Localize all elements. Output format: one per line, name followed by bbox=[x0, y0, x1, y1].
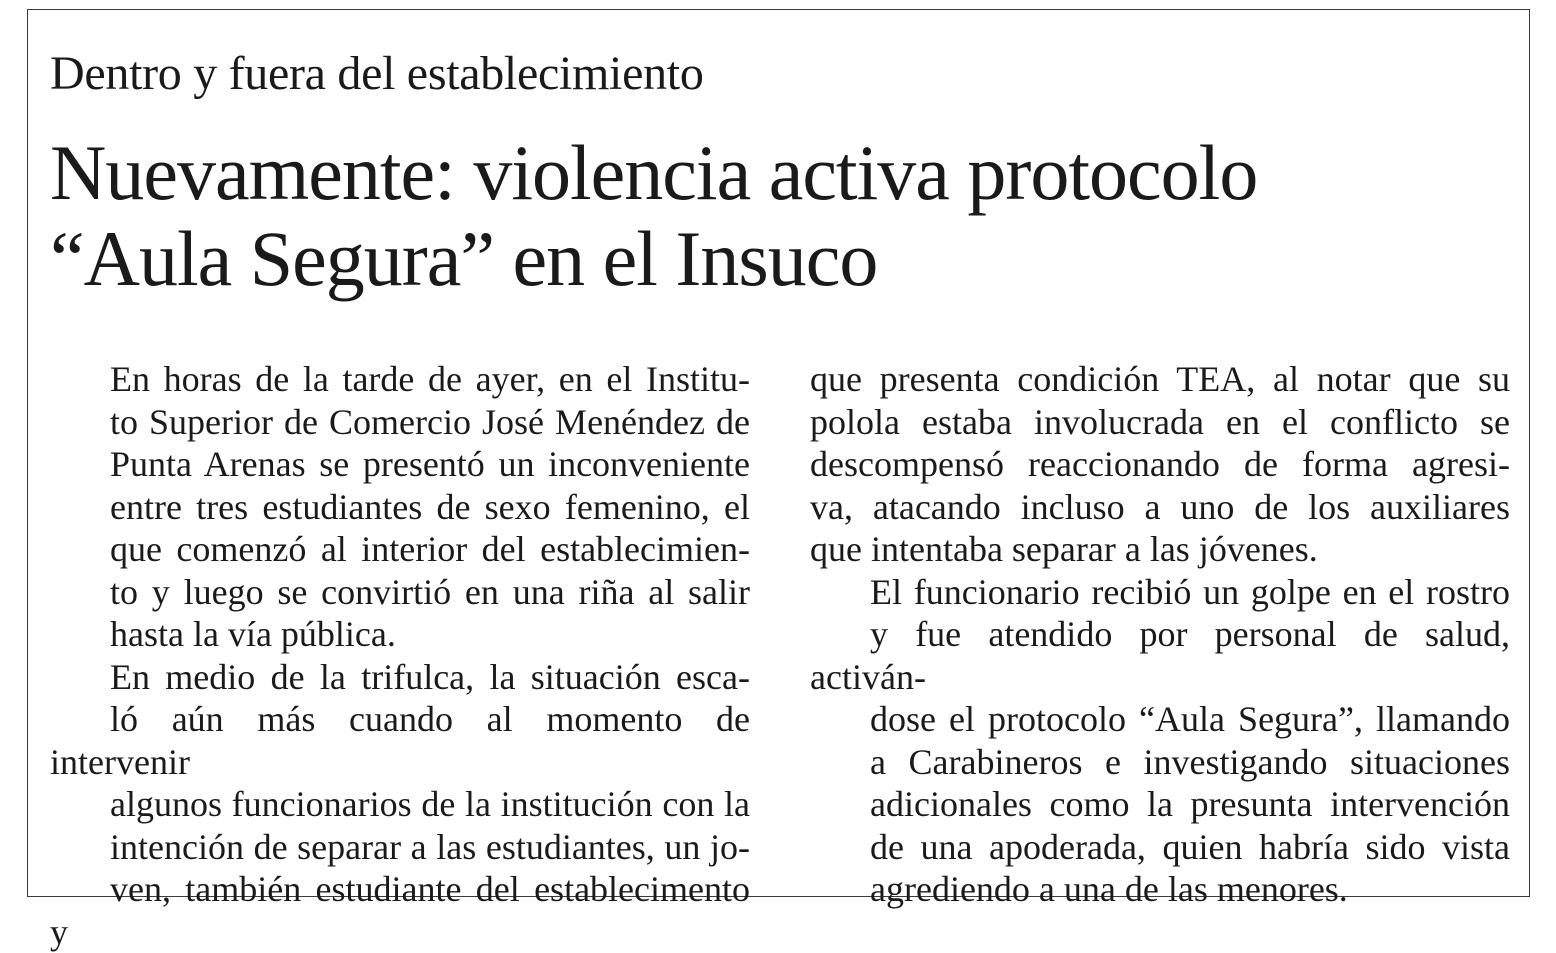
text-line: ven, también estudiante del establecimento y bbox=[50, 868, 750, 953]
text-line: a Carabineros e investigando situaciones bbox=[810, 741, 1510, 784]
paragraph-3 bbox=[810, 571, 1510, 911]
text-line: que intentaba separar a las jóvenes. bbox=[810, 528, 1510, 571]
text-line: y fue atendido por personal de salud, activán- bbox=[810, 613, 1510, 698]
article-headline bbox=[50, 130, 1510, 302]
text-line: El funcionario recibió un golpe en el rostro bbox=[810, 571, 1510, 614]
article-column-right bbox=[810, 358, 1510, 911]
text-line: algunos funcionarios de la institución con la bbox=[50, 783, 750, 826]
paragraph-2 bbox=[50, 656, 750, 953]
text-line: En horas de la tarde de ayer, en el Institu- bbox=[50, 358, 750, 401]
headline-line-1: Nuevamente: violencia activa protocolo bbox=[50, 130, 1510, 216]
text-line: agrediendo a una de las menores. bbox=[810, 868, 1510, 911]
text-line: que comenzó al interior del establecimien- bbox=[50, 528, 750, 571]
text-line: Punta Arenas se presentó un inconveniente bbox=[50, 443, 750, 486]
text-line: descompensó reaccionando de forma agresi- bbox=[810, 443, 1510, 486]
article-kicker: Dentro y fuera del establecimiento bbox=[50, 44, 704, 104]
text-line: adicionales como la presunta intervención bbox=[810, 783, 1510, 826]
paragraph-1 bbox=[50, 358, 750, 656]
text-line: to Superior de Comercio José Menéndez de bbox=[50, 401, 750, 444]
headline-line-2: “Aula Segura” en el Insuco bbox=[50, 216, 1510, 302]
paragraph-2-continued bbox=[810, 358, 1510, 571]
text-line: to y luego se convirtió en una riña al salir bbox=[50, 571, 750, 614]
text-line: dose el protocolo “Aula Segura”, llamando bbox=[810, 698, 1510, 741]
text-line: polola estaba involucrada en el conflicto se bbox=[810, 401, 1510, 444]
text-line: de una apoderada, quien habría sido vista bbox=[810, 826, 1510, 869]
text-line: En medio de la trifulca, la situación esca- bbox=[50, 656, 750, 699]
text-line: entre tres estudiantes de sexo femenino, el bbox=[50, 486, 750, 529]
article-column-left bbox=[50, 358, 750, 953]
text-line: que presenta condición TEA, al notar que su bbox=[810, 358, 1510, 401]
text-line: intención de separar a las estudiantes, un jo- bbox=[50, 826, 750, 869]
text-line: ló aún más cuando al momento de intervenir bbox=[50, 698, 750, 783]
text-line: va, atacando incluso a uno de los auxiliares bbox=[810, 486, 1510, 529]
text-line: hasta la vía pública. bbox=[50, 613, 750, 656]
